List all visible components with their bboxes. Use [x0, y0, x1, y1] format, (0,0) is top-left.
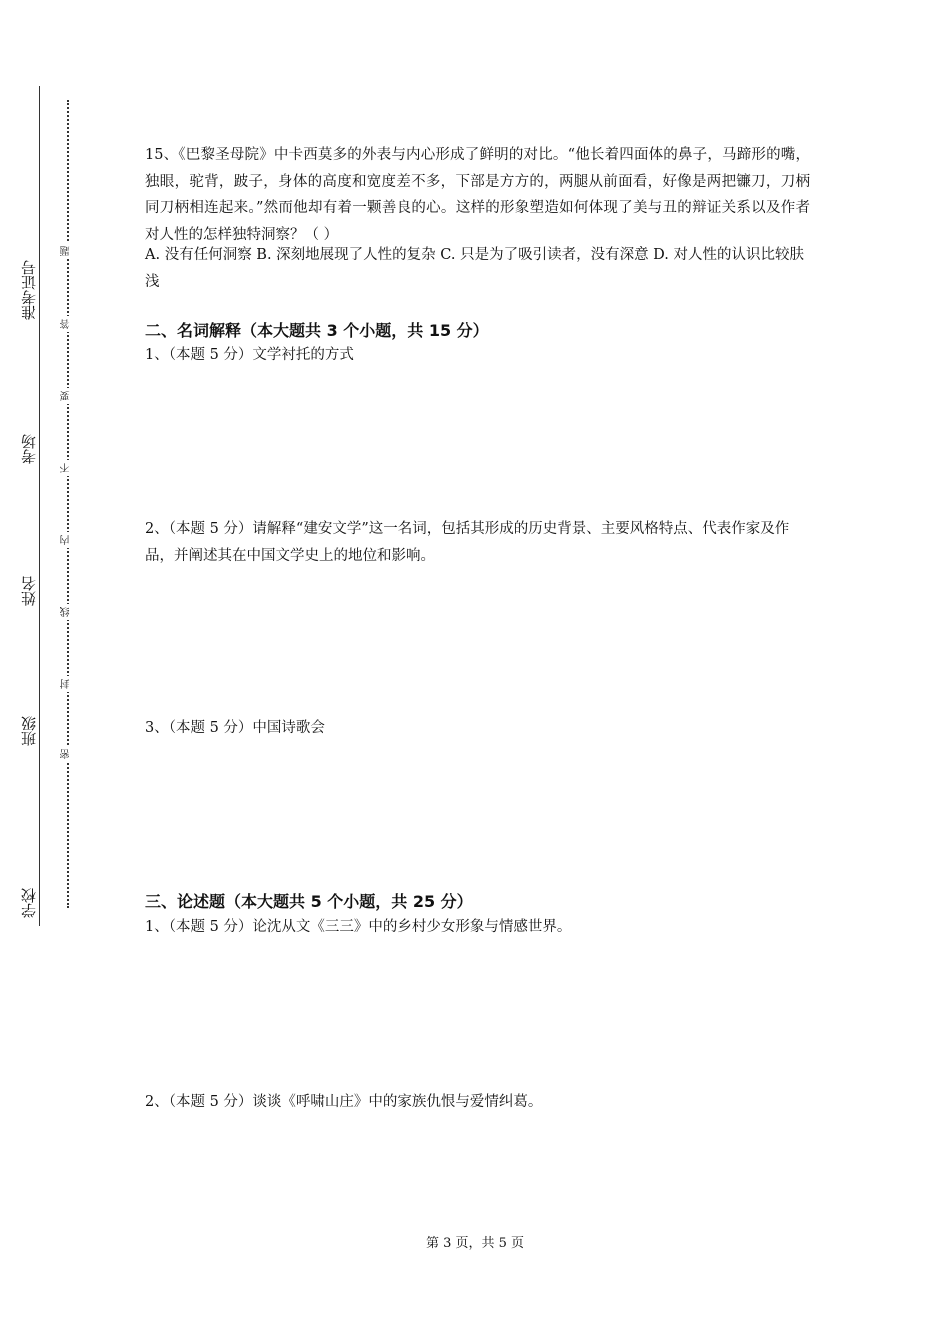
- question-15-text: 15、《巴黎圣母院》中卡西莫多的外表与内心形成了鲜明的对比。“他长着四面体的鼻子，马蹄形的嘴，独眼，驼背，跛子，身体的高度和宽度差不多，下部是方方的，两腿从前面看，好像是两把镰刀，刀柄同刀柄相连起来。”然而他却有着一颗善良的心。这样的形象塑造如何体现了美与丑的辩证关系以及作者对人性的怎样独特洞察？（ ）: [145, 147, 810, 243]
- page-footer: 第 3 页，共 5 页: [425, 1236, 525, 1251]
- seal-dotted-line: [67, 100, 69, 908]
- field-exam-number: 准考证号: [20, 260, 38, 320]
- seal-char-yao: 要: [60, 388, 74, 404]
- section-2-question-2: 2、（本题 5 分）请解释“建安文学”这一名词，包括其形成的历史背景、主要风格特点、代表作家及作品，并阐述其在中国文学史上的地位和影响。: [145, 521, 790, 564]
- section-2-question-1: 1、（本题 5 分）文学衬托的方式: [145, 347, 354, 363]
- binding-line: [39, 86, 40, 926]
- seal-char-ti: 题: [60, 243, 74, 259]
- seal-char-feng: 封: [60, 676, 74, 692]
- seal-char-da: 答: [60, 316, 74, 332]
- section-3-question-1: 1、（本题 5 分）论沈从文《三三》中的乡村少女形象与情感世界。: [145, 919, 572, 935]
- section-3-title: 三、论述题（本大题共 5 个小题，共 25 分）: [145, 892, 473, 911]
- field-exam-room: 考场: [20, 434, 38, 464]
- field-class: 班级: [20, 716, 38, 746]
- field-school: 学校: [20, 888, 38, 918]
- section-2-title: 二、名词解释（本大题共 3 个小题，共 15 分）: [145, 321, 489, 340]
- seal-char-bu: 不: [60, 460, 74, 476]
- field-name: 姓名: [20, 576, 38, 606]
- section-2-question-3: 3、（本题 5 分）中国诗歌会: [145, 720, 325, 736]
- seal-char-xian: 线: [60, 604, 74, 620]
- seal-char-mi: 密: [60, 746, 74, 762]
- seal-char-nei: 内: [60, 532, 74, 548]
- section-3-question-2: 2、（本题 5 分）谈谈《呼啸山庄》中的家族仇恨与爱情纠葛。: [145, 1094, 543, 1110]
- question-15-options: A. 没有任何洞察 B. 深刻地展现了人性的复杂 C. 只是为了吸引读者，没有深意 D. 对人性的认识比较肤浅: [145, 247, 805, 290]
